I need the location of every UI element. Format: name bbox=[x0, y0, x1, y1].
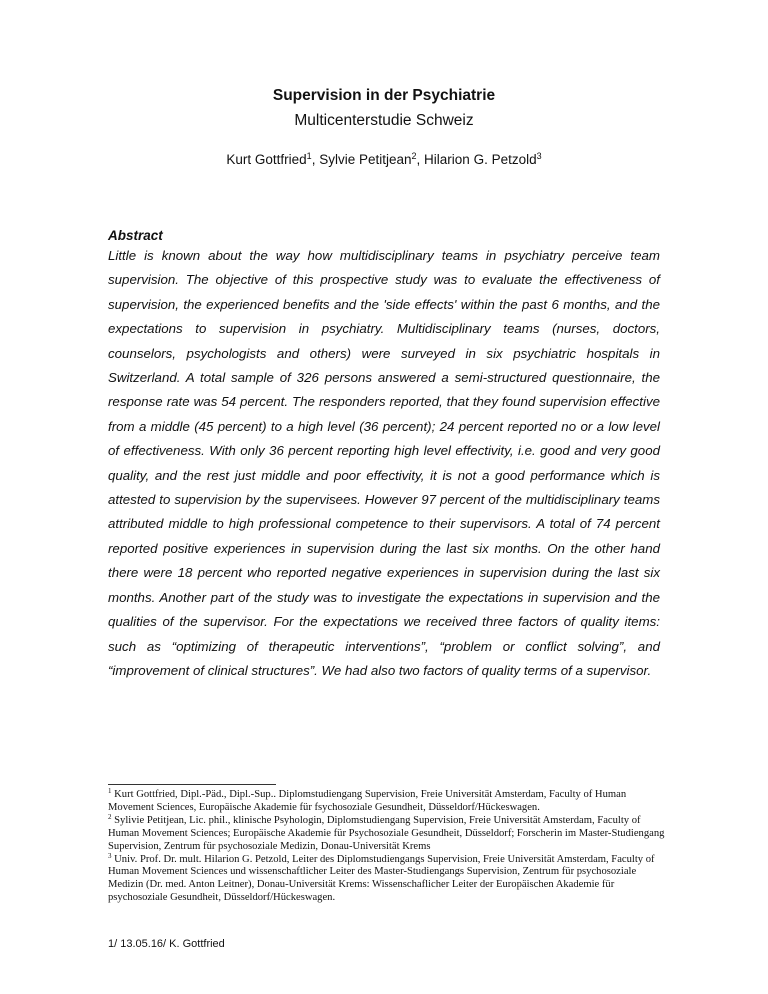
footnote bbox=[108, 812, 668, 854]
footnote-divider bbox=[108, 784, 276, 785]
footnote-marker: 1 bbox=[306, 151, 312, 161]
author-separator: , bbox=[416, 152, 425, 167]
footnote-marker: 3 bbox=[108, 851, 112, 860]
author-name: Hilarion G. Petzold bbox=[424, 152, 537, 167]
abstract-heading: Abstract bbox=[108, 228, 163, 243]
footnote-text: Kurt Gottfried, Dipl.-Päd., Dipl.-Sup.. Diplomstudiengang Supervision, Freie Universität Amsterdam, Faculty of Human Movement Sciences, Europäische Akademie für fsychosoziale Gesundheit, Düsseldorf/Hückeswagen. bbox=[108, 789, 627, 813]
author-name: Kurt Gottfried bbox=[226, 152, 307, 167]
footnotes bbox=[108, 789, 668, 905]
footnote-marker: 2 bbox=[108, 812, 112, 821]
footnote-marker: 2 bbox=[411, 151, 417, 161]
author-name: Sylvie Petitjean bbox=[319, 152, 412, 167]
abstract-text: Little is known about the way how multidisciplinary teams in psychiatry perceive team supervision. The objective of this prospective study was to evaluate the effectiveness of supervision, the experienced benefits and the 'side effects' within the past 6 months, and the expectations to supervision in psychiatry. Multidisciplinary teams (nurses, doctors, counselors, psychologists and others) were surveyed in six psychiatric hospitals in Switzerland. A total sample of 326 persons answered a semi-structured questionnaire, the response rate was 54 percent. The responders reported, that they found supervision effective from a middle (45 percent) to a high level (36 percent); 24 percent reported no or a low level of effectiveness. With only 36 percent reporting high level effectivity, i.e. good and very good quality, and the rest just middle and poor effectivity, it is not a good performance which is attested to supervision by the supervisees. However 97 percent of the multidisciplinary teams attributed middle to high professional competence to their supervisors. A total of 74 percent reported positive experiences in supervision during the last six months. On the other hand there were 18 percent who reported negative experiences in supervision during the last six months. Another part of the study was to investigate the expectations in supervision and the qualities of the supervisor. For the expectations we received three factors of quality items: such as “optimizing of therapeutic interventions”, “problem or conflict solving”, and “improvement of clinical structures”. We had also two factors of quality terms of a supervisor. bbox=[108, 248, 660, 678]
paper-subtitle: Multicenterstudie Schweiz bbox=[294, 112, 474, 129]
author bbox=[226, 152, 319, 167]
author bbox=[424, 152, 542, 167]
footnote bbox=[108, 789, 668, 815]
page-footer: 1/ 13.05.16/ K. Gottfried bbox=[108, 938, 225, 950]
paper-title: Supervision in der Psychiatrie bbox=[272, 87, 496, 104]
footnote bbox=[108, 851, 668, 906]
author-separator: , bbox=[311, 152, 320, 167]
author bbox=[319, 152, 424, 167]
footnote-text: Univ. Prof. Dr. mult. Hilarion G. Petzold, Leiter des Diplomstudiengangs Supervision, Freie Universität Amsterdam, Faculty of Human Movement Sciences und wissenschaftlicher Leiter des Master-Studiengangs Supervision, Zentrum für psychosoziale Medizin (Dr. med. Anton Leitner), Donau-Universität Krems: Wissenschaflicher Leiter der Europäischen Akademie für psychosoziale Gesundheit, Düsseldorf/Hückeswagen. bbox=[108, 853, 655, 904]
footnote-text: Sylivie Petitjean, Lic. phil., klinische Psyhologin, Diplomstudiengang Supervision, Freie Universität Amsterdam, Faculty of Human Movement Sciences; Europäische Akademie für Psychosoziale Gesundheit, Düsseldorf; Forscherin im Master-Studiengang Supervision, Zentrum für psychosoziale Medizin, Donau-Universität Krems bbox=[108, 814, 665, 852]
footnote-marker: 1 bbox=[108, 787, 112, 795]
author-list bbox=[0, 151, 768, 169]
footnote-marker: 3 bbox=[536, 151, 542, 161]
